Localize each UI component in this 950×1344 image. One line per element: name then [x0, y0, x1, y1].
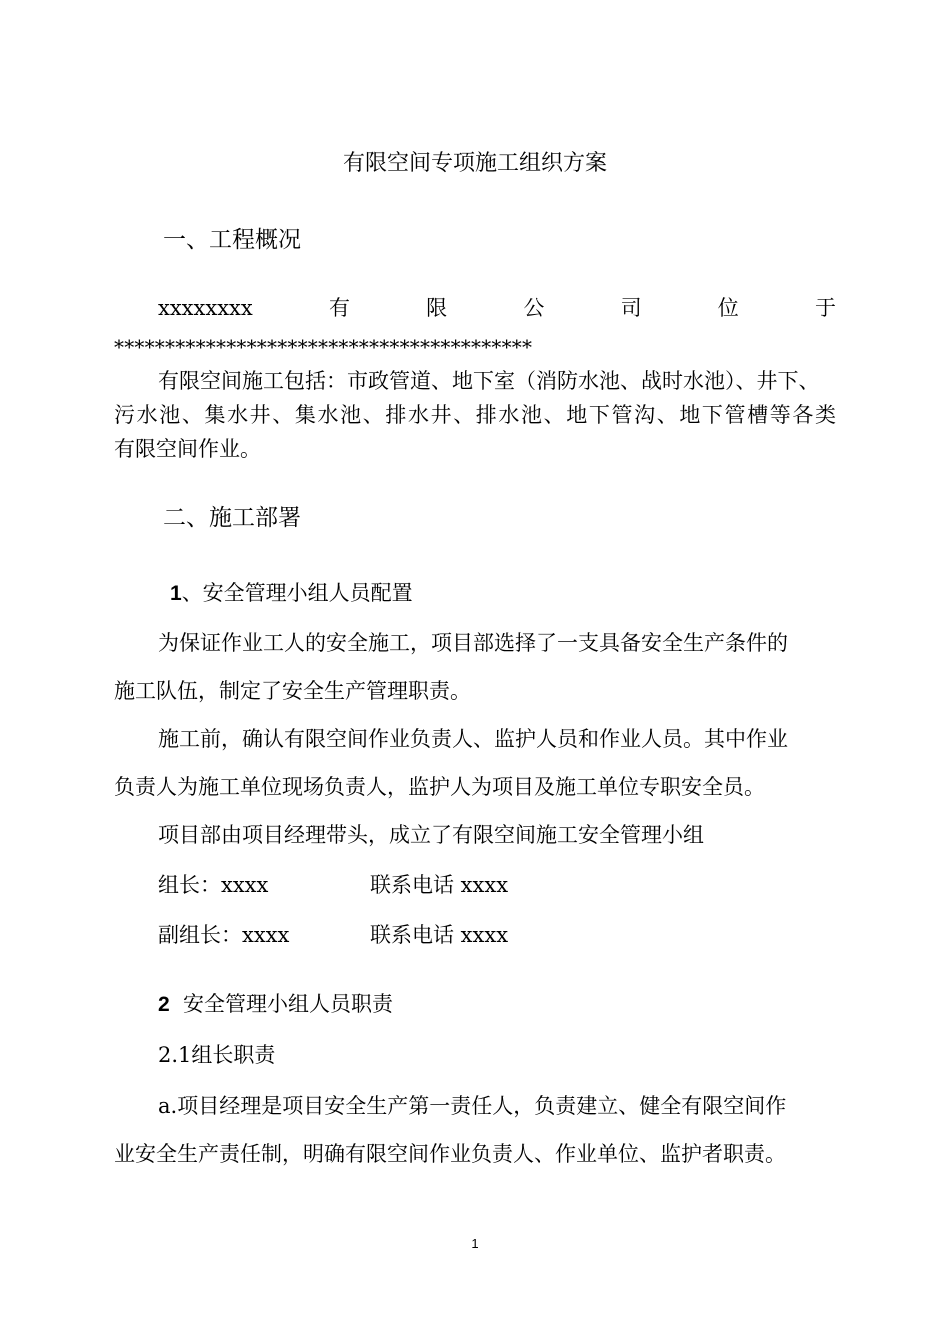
scope-line-2: 污水池、集水井、集水池、排水井、排水池、地下管沟、地下管槽等各类	[114, 403, 836, 427]
leader-phone: 联系电话 xxxx	[370, 873, 509, 897]
section2-heading: 二、施工部署	[163, 505, 301, 531]
subsection21-heading: 2.1组长职责	[158, 1043, 276, 1067]
deputy-label: 副组长：xxxx	[158, 923, 290, 947]
leader-label: 组长：xxxx	[158, 873, 269, 897]
para3: 项目部由项目经理带头，成立了有限空间施工安全管理小组	[158, 823, 704, 847]
location-part: xxxxxxxx	[158, 296, 253, 320]
location-part: 限	[426, 296, 448, 320]
section1-heading: 一、工程概况	[163, 227, 301, 253]
scope-line-1: 有限空间施工包括：市政管道、地下室（消防水池、战时水池）、井下、	[158, 369, 820, 393]
subsection1-heading	[170, 579, 413, 608]
subsection2-heading	[158, 990, 393, 1019]
location-part: 公	[523, 296, 545, 320]
deputy-phone: 联系电话 xxxx	[370, 923, 509, 947]
location-part: 于	[814, 296, 836, 320]
para-a-line-1: a.项目经理是项目安全生产第一责任人，负责建立、健全有限空间作	[158, 1094, 787, 1118]
para-a-line-2: 业安全生产责任制，明确有限空间作业负责人、作业单位、监护者职责。	[114, 1142, 786, 1166]
location-part: 位	[717, 296, 739, 320]
para2-line-1: 施工前，确认有限空间作业负责人、监护人员和作业人员。其中作业	[158, 727, 788, 751]
para2-line-2: 负责人为施工单位现场负责人，监护人为项目及施工单位专职安全员。	[114, 775, 765, 799]
location-part: 有	[328, 296, 350, 320]
location-placeholder: *****************************************	[114, 335, 533, 359]
subsection2-title: 安全管理小组人员职责	[183, 992, 394, 1016]
subsection1-number: 1	[170, 582, 182, 605]
subsection2-number: 2	[158, 993, 170, 1016]
document-title: 有限空间专项施工组织方案	[342, 151, 607, 176]
location-line	[158, 294, 836, 322]
page-number: 1	[471, 1236, 479, 1251]
location-part: 司	[620, 296, 642, 320]
scope-line-3: 有限空间作业。	[114, 437, 261, 461]
para1-line-2: 施工队伍，制定了安全生产管理职责。	[114, 679, 471, 703]
para1-line-1: 为保证作业工人的安全施工，项目部选择了一支具备安全生产条件的	[158, 631, 788, 655]
subsection1-title: 、安全管理小组人员配置	[181, 581, 413, 605]
